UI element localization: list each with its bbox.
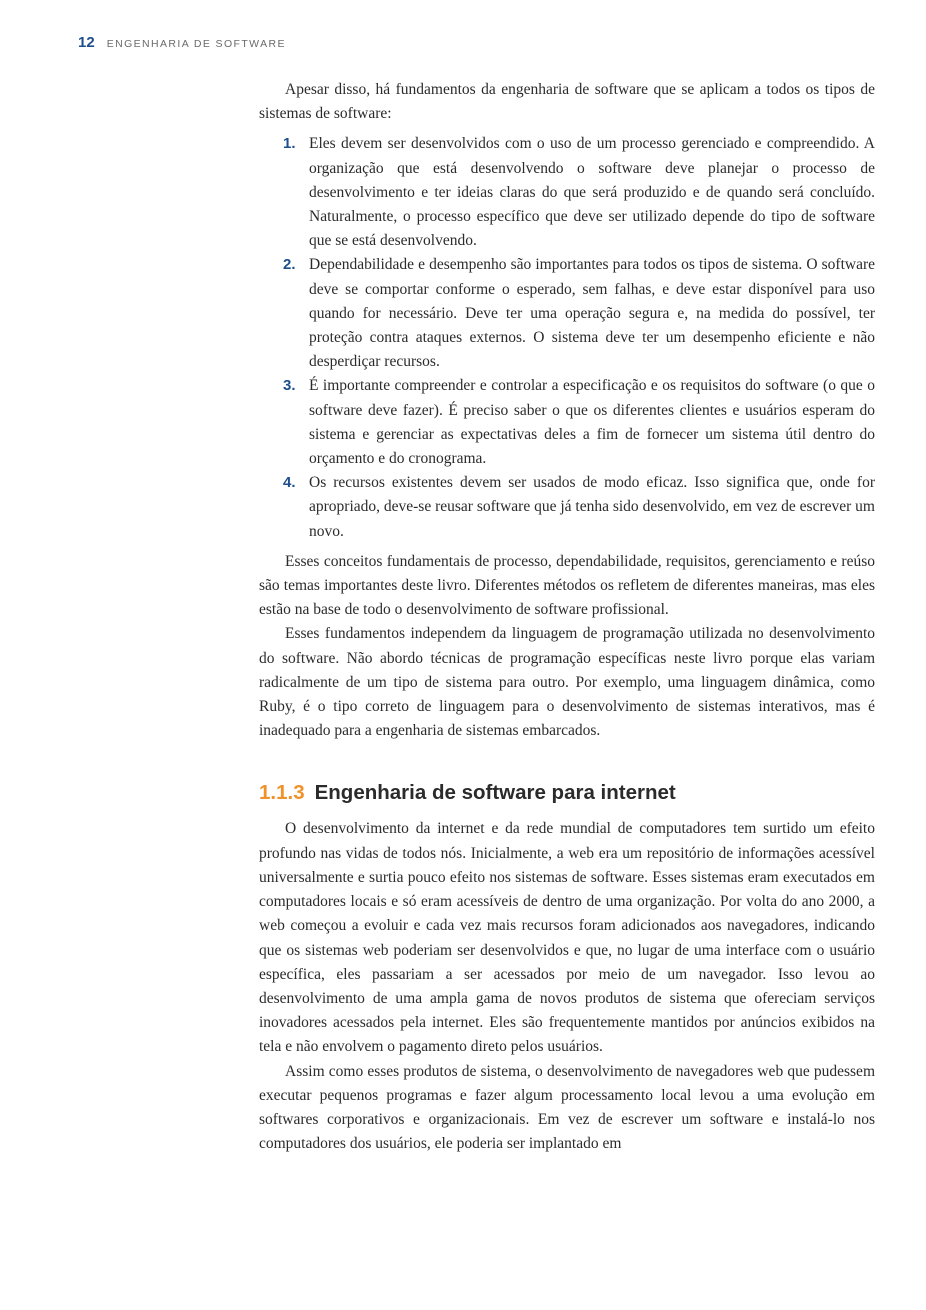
list-item [283,253,875,374]
list-number: 3. [283,377,296,395]
page-number: 12 [78,34,95,51]
list-item [283,132,875,253]
section-number: 1.1.3 [259,781,305,805]
fundamentals-list [259,132,875,543]
list-number: 4. [283,474,296,492]
list-text: É importante compreender e controlar a especificação e os requisitos do software (o que o software deve fazer). É preciso saber o que os diferentes clientes e usuários esperam do sistema e gerenciar as expectativas deles a fim de fornecer um sistema útil dentro do orçamento e do cronograma. [309,377,875,468]
list-number: 2. [283,256,296,274]
body-paragraph: Esses conceitos fundamentais de processo, dependabilidade, requisitos, gerenciamento e reúso são temas importantes deste livro. Diferentes métodos os refletem de diferentes maneiras, mas eles estão na base de todo o desenvolvimento de software profissional. [259,552,875,619]
intro-paragraph: Apesar disso, há fundamentos da engenharia de software que se aplicam a todos os tipos de sistemas de software: [259,81,875,123]
book-title: ENGENHARIA DE SOFTWARE [106,38,286,50]
list-item [283,471,875,544]
list-text: Eles devem ser desenvolvidos com o uso de um processo gerenciado e compreendido. A organização que está desenvolvendo o software deve planejar o processo de desenvolvimento e ter ideias claras do que será produzido e de quando será concluído. Naturalmente, o processo específico que deve ser utilizado depende do tipo de software que se está desenvolvendo. [309,135,875,250]
body-paragraph: Assim como esses produtos de sistema, o desenvolvimento de navegadores web que pudessem executar pequenos programas e fazer algum processamento local levou a uma evolução em softwares corporativos e organizacionais. Em vez de escrever um software e instalá-lo nos computadores dos usuários, ele poderia ser implantado em [259,1062,875,1153]
list-text: Os recursos existentes devem ser usados de modo eficaz. Isso significa que, onde for apropriado, deve-se reusar software que já tenha sido desenvolvido, em vez de escrever um novo. [309,474,875,540]
section-heading [259,781,875,805]
list-text: Dependabilidade e desempenho são importantes para todos os tipos de sistema. O software deve se comportar conforme o esperado, sem falhas, e deve estar disponível para uso quando for necessário. Deve ter uma operação segura e, na medida do possível, ter proteção contra ataques externos. O sistema deve ter um desempenho eficiente e não desperdiçar recursos. [309,256,875,371]
body-paragraph: Esses fundamentos independem da linguagem de programação utilizada no desenvolvimento do software. Não abordo técnicas de programação específicas neste livro porque elas variam radicalmente de um tipo de sistema para outro. Por exemplo, uma linguagem dinâmica, como Ruby, é o tipo correto de linguagem para o desenvolvimento de sistemas interativos, mas é inadequado para a engenharia de sistemas embarcados. [259,625,875,740]
list-number: 1. [283,135,296,153]
section-title: Engenharia de software para internet [314,781,676,805]
page-body [259,78,875,1156]
running-head [78,34,286,51]
list-item [283,374,875,471]
body-paragraph: O desenvolvimento da internet e da rede mundial de computadores tem surtido um efeito profundo nas vidas de todos nós. Inicialmente, a web era um repositório de informações acessível universalmente e surtia pouco efeito nos sistemas de software. Esses sistemas eram executados em computadores locais e só eram acessíveis de dentro de uma organização. Por volta do ano 2000, a web começou a evoluir e cada vez mais recursos foram adicionados aos navegadores, indicando que os sistemas web poderiam ser desenvolvidos e que, no lugar de uma interface com o usuário específica, eles passariam a ser acessados por meio de um navegador. Isso levou ao desenvolvimento de uma ampla gama de novos produtos de sistema que ofereciam serviços inovadores acessados pela internet. Eles são frequentemente mantidos por anúncios exibidos na tela e não envolvem o pagamento direto pelos usuários. [259,820,875,1056]
